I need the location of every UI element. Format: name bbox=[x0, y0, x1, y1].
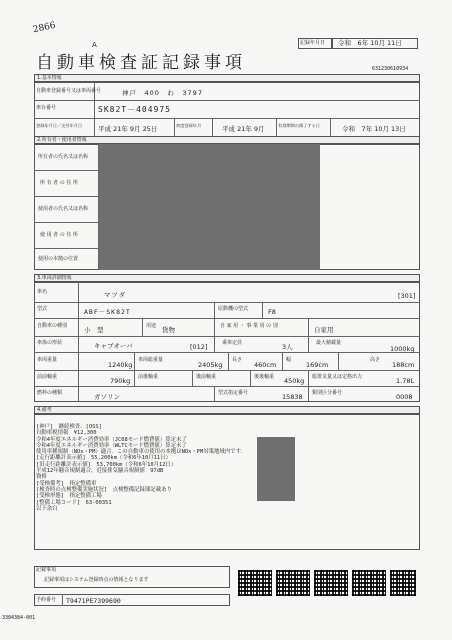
record-date-value: 令和 6年 10月 11日 bbox=[338, 39, 402, 47]
section-details-header bbox=[34, 274, 420, 282]
length-value: 460cm bbox=[254, 361, 277, 369]
length-label: 長さ bbox=[232, 357, 243, 363]
use-label: 用途 bbox=[146, 323, 157, 329]
section-basic-header bbox=[34, 74, 420, 82]
user-address-label: 使 用 者 の 住 所 bbox=[40, 232, 78, 238]
body-code: [012] bbox=[190, 343, 208, 351]
notes-label: 記載事項 bbox=[36, 567, 57, 573]
width-value: 169cm bbox=[306, 361, 329, 369]
displacement-label: 総排気量又は定格出力 bbox=[312, 374, 363, 380]
reg-label: 自動車登録番号又は車両番号 bbox=[36, 88, 102, 94]
maker-value: マツダ bbox=[104, 291, 127, 299]
page-title: 自動車検査証記録事項 bbox=[36, 53, 246, 73]
qr-code-3 bbox=[314, 570, 348, 596]
first-reg-value: 平成 21年 9月 25日 bbox=[98, 125, 158, 133]
rear-axle-label: 後後軸重 bbox=[254, 374, 275, 380]
qr-code-4 bbox=[352, 570, 386, 596]
model-designation-label: 型式指定番号 bbox=[218, 390, 249, 396]
redacted-remarks bbox=[257, 437, 295, 501]
model-value: ABF－SK82T bbox=[84, 308, 131, 316]
height-value: 188cm bbox=[392, 361, 415, 369]
engine-label: 原動機の型式 bbox=[218, 306, 249, 312]
first-reg-label: 登録年月日／交付年月日 bbox=[36, 123, 83, 128]
owner-name-label: 所有者の氏名又は名称 bbox=[38, 154, 89, 160]
gross-value: 2405kg bbox=[198, 361, 223, 369]
maxload-label: 最大積載量 bbox=[316, 340, 342, 346]
width-label: 幅 bbox=[286, 357, 292, 363]
maker-label: 車名 bbox=[37, 289, 48, 295]
body-label: 車体の形状 bbox=[37, 340, 63, 346]
displacement-value: 1.78L bbox=[396, 377, 415, 385]
qr-code-1 bbox=[238, 570, 272, 596]
section-remarks-header bbox=[34, 406, 420, 414]
first-entry-value: 平成 21年 9月 bbox=[222, 125, 265, 133]
front-rear-axle-label: 前後軸重 bbox=[138, 374, 159, 380]
expiry-label: 有効期間の満了する日 bbox=[278, 123, 320, 128]
rear-axle-value: 450kg bbox=[284, 377, 305, 385]
type-value: 小 型 bbox=[84, 326, 104, 334]
use-value: 貨物 bbox=[162, 326, 175, 334]
type-label: 自動車の種別 bbox=[37, 323, 68, 329]
doc-number: 631230610934 bbox=[372, 66, 409, 72]
body-value: キャブオーバ bbox=[94, 342, 133, 350]
owner-address-label: 所 有 者 の 住 所 bbox=[40, 180, 78, 186]
section-basic-title: 1.基本情報 bbox=[37, 75, 62, 81]
slip-value: T9471PE7399690 bbox=[66, 597, 121, 605]
fuel-label: 燃料の種類 bbox=[37, 390, 63, 396]
model-designation-value: 15838 bbox=[282, 393, 303, 401]
engine-value: F8 bbox=[268, 308, 276, 316]
front-axle-value: 790kg bbox=[110, 377, 131, 385]
reg-value: 神戸 400 わ 3797 bbox=[122, 89, 203, 97]
maxload-value: 1000kg bbox=[390, 345, 415, 353]
first-entry-label: 初度登録年月 bbox=[176, 123, 202, 128]
weight-value: 1240kg bbox=[108, 361, 133, 369]
gross-label: 車両総重量 bbox=[138, 357, 164, 363]
vin-label: 車台番号 bbox=[36, 105, 57, 111]
handwritten-number: 2866 bbox=[32, 20, 57, 36]
qr-code-5 bbox=[390, 570, 416, 596]
model-label: 型式 bbox=[37, 306, 48, 312]
qr-code-2 bbox=[276, 570, 310, 596]
section-remarks-title: 4.備考 bbox=[37, 407, 52, 413]
notes-text: 記録事項はシステム登録時点の情報となります bbox=[44, 577, 149, 583]
user-name-label: 使用者の氏名又は名称 bbox=[38, 206, 89, 212]
section-owner-header bbox=[34, 136, 420, 144]
section-details-title: 3.車両詳細情報 bbox=[37, 275, 72, 281]
weight-label: 車両重量 bbox=[37, 357, 58, 363]
vin-value: SK82T－404975 bbox=[98, 105, 171, 114]
corner-mark: A bbox=[92, 41, 97, 49]
record-date-label: 記録年月日 bbox=[300, 40, 326, 46]
category-label: 類別区分番号 bbox=[312, 390, 343, 396]
footer-number: 3304384-001 bbox=[2, 615, 36, 621]
section-owner-title: 2.所有者・使用者情報 bbox=[37, 137, 87, 143]
seats-label: 乗車定員 bbox=[222, 340, 243, 346]
redacted-owner-info bbox=[99, 144, 320, 270]
front-axle-label: 前前軸重 bbox=[37, 374, 58, 380]
category-value: 0008 bbox=[396, 393, 413, 401]
purpose-label: 自 家 用 ・ 事 業 用 の 別 bbox=[220, 323, 278, 329]
purpose-value: 自家用 bbox=[314, 326, 334, 334]
base-location-label: 使用の本拠の位置 bbox=[38, 256, 79, 262]
slip-label: 予約番号 bbox=[36, 597, 57, 603]
remarks-text: [神戸] 継続検査．[OSS] 自動車税情報 ¥12,300 令和4年度エネルギー消費効率（JC08モード燃費値）算定未了 令和4年度エネルギー消費効率（WLTCモード燃費値）算定未了 使用車種規制（NOx・PM）適合．この自動車の使用の本拠はNOx・PM対策地域内です． [走行距離計表示値] 55,200km（令和6年10月11日） [旧走行距離計表示値] 53,700km（令和6年10月12日） 平成12年騒音規制適合，近接排気騒音規制値 97dB 資格 [受検備考] 指定整備車 [検査時の点検整備実施状況] 点検整備記録簿記載あり [受検形態] 指定整備工場 [整備工場コード] 63-00351 以下余白 bbox=[36, 424, 246, 512]
maker-code: [301] bbox=[398, 292, 416, 300]
expiry-value: 令和 7年 10月 13日 bbox=[342, 125, 406, 133]
rear-front-axle-label: 後前軸重 bbox=[196, 374, 217, 380]
seats-value: 3人 bbox=[282, 343, 293, 351]
fuel-value: ガソリン bbox=[94, 393, 120, 401]
slip-box bbox=[34, 594, 230, 606]
height-label: 高さ bbox=[370, 357, 381, 363]
